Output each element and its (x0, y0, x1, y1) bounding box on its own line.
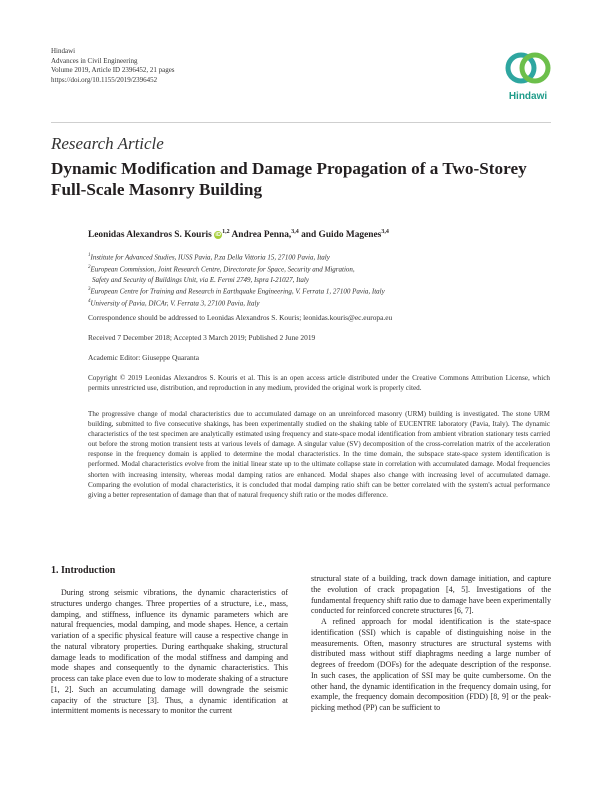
article-type: Research Article (51, 134, 164, 153)
affiliation-item: $^3$European Centre for Training and Research in Earthquake Engineering, V. Ferrata 1, 27100 Pavia, Italy (88, 287, 385, 296)
affiliation-item: $^2$European Commission, Joint Research Centre, Directorate for Space, Security and Migration, (88, 264, 355, 274)
academic-editor: Academic Editor: Giuseppe Quaranta (88, 353, 200, 362)
affiliation-item: $^1$Institute for Advanced Studies, IUSS Pavia, P.za Della Vittoria 15, 27100 Pavia, Italy (88, 253, 330, 262)
body-paragraph: During strong seismic vibrations, the dynamic characteristics of structures undergo changes. Three properties of a structure, i.e., mass, damping, and stiffness, influence its dynamic parameters which are natural frequencies, modal damping, and mode shapes. Hence, a certain variation of a specific physical feature will cause a respective change in the natural vibratory properties. During earthquake shaking, structural damage leads to modification of the modal stiffness and damping and mode shapes and consequently to the dynamic characteristics. This process can take place even due to low to moderate shaking of a structure [1, 2]. Such an accumulating damage will downgrade the seismic capacity of the structure [3]. Thus, a dynamic identification at intermittent moments is necessary to monitor the current (51, 588, 288, 716)
author-affiliation-mark: 3,4 (381, 229, 389, 235)
author-name: and Guido Magenes (301, 230, 382, 241)
volume-line: Volume 2019, Article ID 2396452, 21 pages (51, 66, 175, 75)
orcid-icon[interactable]: iD (215, 232, 221, 239)
author-affiliation-mark: 3,4 (291, 229, 299, 235)
publication-dates: Received 7 December 2018; Accepted 3 March 2019; Published 2 June 2019 (88, 333, 316, 342)
affiliation-list (88, 251, 385, 309)
abstract: The progressive change of modal characteristics due to accumulated damage on an unreinforced masonry (URM) building is investigated. The stone URM building, submitted to five consecutive shakings, has been experimentally studied on the shaking table of EUCENTRE laboratory (Pavia, Italy). The dynamic characteristics of the test specimen are analytically estimated using frequency and state-space modal identification from ambient vibration stationary tests carried out before the strong motion transient tests at various levels of damage. A singular value (SV) decomposition of the cross-correlation matrix of the acceleration response in the frequency domain is applied to determine the modal characteristics. In the time domain, the subspace state-space system identification is performed. Modal characteristics evolve from the initial linear state up to the ultimate collapse state in correlation with accumulated damage. Modal frequencies shorten with increasing intensity, whereas modal damping ratios are enhanced. Modal shapes also change with increasing level of accumulated damage. Comparing the evolution of modal characteristics, it is concluded that modal damping ratio shift can be better correlated with the system's actual performance giving a better representation of damage than that of natural frequency shift ratio or the modes difference. (88, 410, 550, 499)
logo-wordmark: Hindawi (508, 91, 548, 102)
section-heading: 1. Introduction (51, 565, 116, 576)
body-column-left (51, 588, 288, 717)
copyright-notice: Copyright © 2019 Leonidas Alexandros S. Kouris et al. This is an open access article distributed under the Creative Commons Attribution License, which permits unrestricted use, distribution, and reproduction in any medium, provided the original work is properly cited. (88, 374, 550, 393)
paper-title: Dynamic Modification and Damage Propagation of a Two-Storey Full-Scale Masonry Building (51, 159, 527, 199)
journal-name: Advances in Civil Engineering (51, 56, 138, 65)
hindawi-logo-icon (502, 46, 554, 90)
journal-meta (51, 47, 175, 85)
author-list (88, 229, 389, 240)
header-divider (51, 122, 551, 123)
publisher-name: Hindawi (51, 47, 76, 55)
affiliation-item: $^4$University of Pavia, DICAr, V. Ferrata 3, 27100 Pavia, Italy (88, 298, 260, 308)
author-affiliation-mark: 1,2 (222, 229, 230, 235)
body-paragraph: A refined approach for modal identification is the state-space identification (SSI) which is capable of distinguishing noise in the measurements. Often, masonry structures are structural systems with distributed mass without stiff diaphragms needing a large number of degrees of freedom (DOFs) for the adequate description of the response. In such cases, the application of SSI may be quite cumbersome. On the other hand, the dynamic identification in the frequency domain using, for example, the frequency domain decomposition (FDD) [8, 9] or the peak-picking method (PP) can be sufficient to (311, 617, 551, 712)
doi-link[interactable]: https://doi.org/10.1155/2019/2396452 (51, 75, 158, 84)
author-name: Leonidas Alexandros S. Kouris (88, 230, 212, 241)
body-paragraph: structural state of a building, track down damage initiation, and capture the evolution of crack propagation [4, 5]. Investigations of the fundamental frequency shift ratio due to damage have been experimentally conducted for reinforced concrete structures [6, 7]. (311, 574, 551, 616)
correspondence: Correspondence should be addressed to Leonidas Alexandros S. Kouris; leonidas.kouris@ec.europa.eu (88, 313, 393, 322)
body-column-right (311, 574, 551, 714)
author-name: Andrea Penna, (231, 230, 292, 241)
hindawi-logo (502, 46, 554, 110)
affiliation-item: Safety and Security of Buildings Unit, via E. Fermi 2749, Ispra I-21027, Italy (92, 275, 309, 284)
